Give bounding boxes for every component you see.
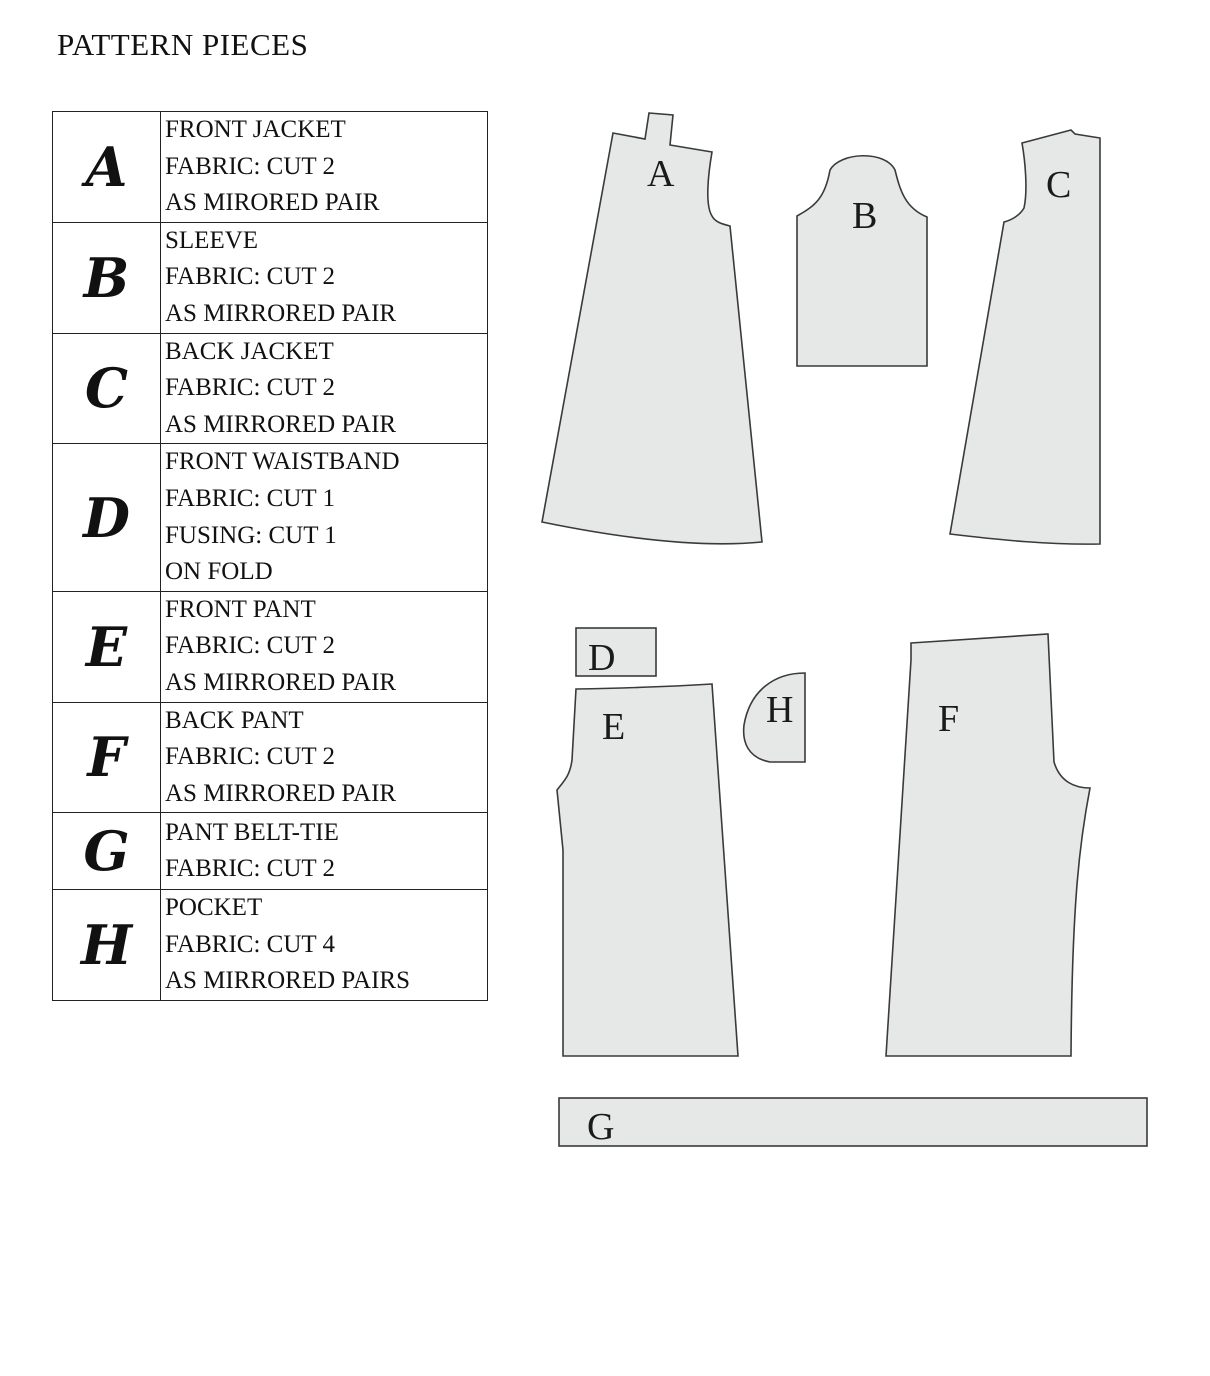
legend-letter-a: A xyxy=(53,112,161,223)
piece-g-belt-tie xyxy=(559,1098,1147,1146)
legend-piece-name: FRONT WAISTBAND xyxy=(165,448,400,476)
legend-cut-note: ON FOLD xyxy=(165,558,273,586)
legend-cut-info: FABRIC: CUT 2 xyxy=(165,855,335,883)
piece-f-label: F xyxy=(938,698,960,740)
legend-letter-e: E xyxy=(53,591,161,702)
legend-cut-note: AS MIRRORED PAIR xyxy=(165,779,397,807)
legend-piece-name: FRONT JACKET xyxy=(165,116,346,143)
legend-cut-note: AS MIRRORED PAIR xyxy=(165,410,397,438)
legend-cut-note: AS MIRORED PAIR xyxy=(165,189,380,217)
legend-piece-name: PANT BELT-TIE xyxy=(165,818,339,846)
legend-piece-name: SLEEVE xyxy=(165,226,259,254)
legend-piece-name: BACK JACKET xyxy=(165,337,334,365)
piece-a-label: A xyxy=(647,153,675,195)
legend-cut-info: FABRIC: CUT 2 xyxy=(165,263,335,291)
legend-cut-info: FABRIC: CUT 2 xyxy=(165,374,335,402)
legend-cut-info: FABRIC: CUT 4 xyxy=(165,930,335,958)
page-title: PATTERN PIECES xyxy=(57,27,309,62)
legend-cut-info: FABRIC: CUT 1 xyxy=(165,484,335,512)
piece-e-front-pant xyxy=(557,684,738,1056)
legend-piece-name: FRONT PANT xyxy=(165,595,316,623)
legend-letter-b: B xyxy=(53,222,161,333)
legend-letter-g: G xyxy=(53,813,161,890)
piece-g-label: G xyxy=(587,1106,615,1148)
legend-piece-name: POCKET xyxy=(165,894,263,922)
piece-d-label: D xyxy=(588,637,616,679)
legend-letter-h: H xyxy=(53,890,161,1001)
piece-b-label: B xyxy=(852,195,878,237)
legend-fusing-info: FUSING: CUT 1 xyxy=(165,521,337,549)
legend-cut-info: FABRIC: CUT 2 xyxy=(165,743,335,771)
legend-letter-f: F xyxy=(53,702,161,813)
piece-b-sleeve xyxy=(797,156,927,366)
piece-c-label: C xyxy=(1046,164,1072,206)
piece-f-back-pant xyxy=(886,634,1090,1056)
legend-cut-note: AS MIRRORED PAIRS xyxy=(165,967,410,995)
legend-piece-name: BACK PANT xyxy=(165,706,304,734)
legend-cut-info: FABRIC: CUT 2 xyxy=(165,632,335,660)
piece-c-back-jacket xyxy=(950,130,1100,544)
legend-cut-info: FABRIC: CUT 2 xyxy=(165,152,335,180)
piece-e-label: E xyxy=(602,706,626,748)
legend-cut-note: AS MIRRORED PAIR xyxy=(165,668,397,696)
legend-cut-note: AS MIRRORED PAIR xyxy=(165,299,397,327)
piece-h-label: H xyxy=(766,689,794,731)
legend-letter-c: C xyxy=(53,333,161,444)
legend-letter-d: D xyxy=(53,444,161,591)
